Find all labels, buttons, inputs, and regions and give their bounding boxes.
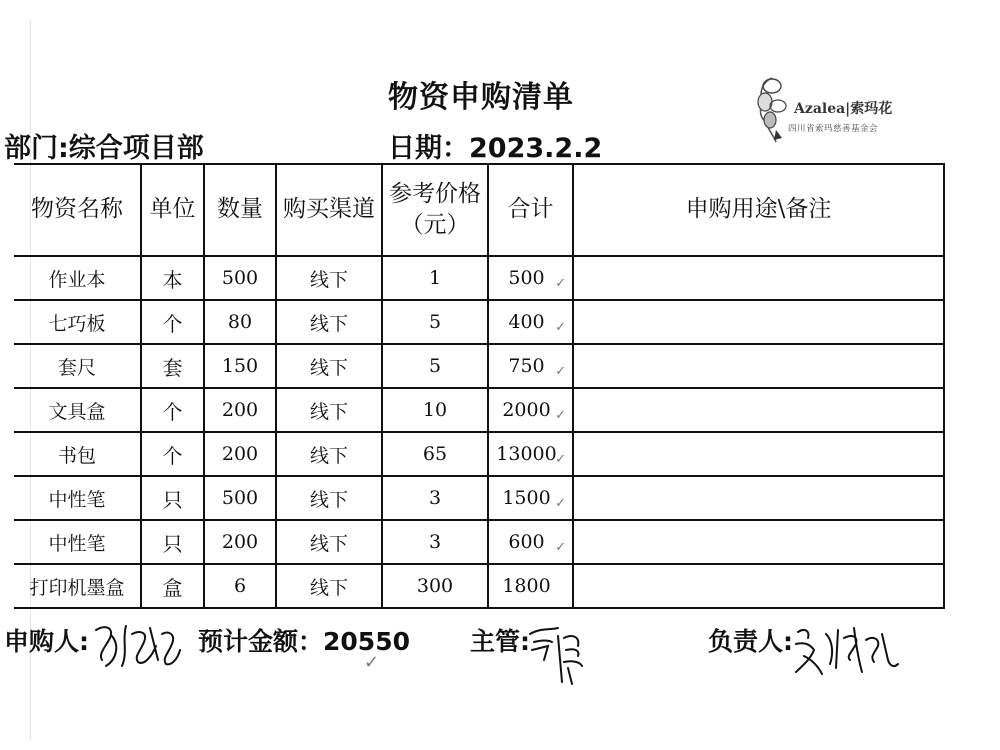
cell-quantity: 500 bbox=[204, 476, 276, 520]
manager-signature bbox=[792, 620, 902, 680]
applicant-label: 申购人: bbox=[4, 627, 89, 656]
check-mark-icon: ✓ bbox=[555, 452, 566, 467]
estimate-label-text: 预计金额： bbox=[198, 627, 324, 656]
supervisor-signature bbox=[528, 616, 588, 688]
logo-org-text: 四川省索玛慈善基金会 bbox=[788, 124, 879, 134]
cell-total bbox=[488, 344, 573, 388]
header-quantity: 数量 bbox=[204, 164, 276, 256]
table-row bbox=[14, 300, 944, 344]
check-mark-icon: ✓ bbox=[555, 364, 566, 379]
cell-note bbox=[573, 476, 944, 520]
check-mark-icon: ✓ bbox=[555, 408, 566, 423]
table-row bbox=[14, 256, 944, 300]
applicant-signature bbox=[92, 616, 182, 672]
cell-total bbox=[488, 520, 573, 564]
header-price-line1: 参考价格 bbox=[389, 180, 481, 207]
table-row bbox=[14, 432, 944, 476]
cell-unit: 个 bbox=[141, 388, 204, 432]
table-row bbox=[14, 520, 944, 564]
purchase-table bbox=[14, 163, 945, 609]
cell-price: 10 bbox=[382, 388, 488, 432]
foundation-logo bbox=[752, 72, 892, 152]
cell-quantity: 80 bbox=[204, 300, 276, 344]
cell-item-name: 文具盒 bbox=[14, 388, 141, 432]
cell-unit: 只 bbox=[141, 476, 204, 520]
cell-total bbox=[488, 476, 573, 520]
check-mark-icon: ✓ bbox=[555, 320, 566, 335]
cell-unit: 个 bbox=[141, 432, 204, 476]
cell-total bbox=[488, 300, 573, 344]
cell-quantity: 150 bbox=[204, 344, 276, 388]
cell-quantity: 200 bbox=[204, 432, 276, 476]
cell-unit: 只 bbox=[141, 520, 204, 564]
cell-item-name: 中性笔 bbox=[14, 520, 141, 564]
cell-unit: 本 bbox=[141, 256, 204, 300]
check-mark-icon: ✓ bbox=[555, 276, 566, 291]
cell-quantity: 200 bbox=[204, 388, 276, 432]
cell-total bbox=[488, 564, 573, 608]
cell-price: 65 bbox=[382, 432, 488, 476]
cell-note bbox=[573, 564, 944, 608]
cell-channel: 线下 bbox=[276, 388, 382, 432]
cell-unit: 个 bbox=[141, 300, 204, 344]
cell-channel: 线下 bbox=[276, 564, 382, 608]
cell-channel: 线下 bbox=[276, 344, 382, 388]
table-row bbox=[14, 344, 944, 388]
table-header-row bbox=[14, 164, 944, 256]
cell-channel: 线下 bbox=[276, 256, 382, 300]
check-mark-icon: ✓ bbox=[555, 496, 566, 511]
cell-price: 5 bbox=[382, 344, 488, 388]
cell-price: 3 bbox=[382, 520, 488, 564]
supervisor-label: 主管: bbox=[470, 627, 530, 656]
cell-price: 5 bbox=[382, 300, 488, 344]
header-unit: 单位 bbox=[141, 164, 204, 256]
logo-brand-text: Azalea|索玛花 bbox=[794, 101, 893, 117]
header-note: 申购用途\备注 bbox=[573, 164, 944, 256]
estimate-value: 20550 bbox=[323, 627, 410, 656]
cell-channel: 线下 bbox=[276, 432, 382, 476]
cell-total-value: 400 bbox=[508, 311, 545, 333]
cell-channel: 线下 bbox=[276, 300, 382, 344]
cell-note bbox=[573, 344, 944, 388]
cell-total bbox=[488, 432, 573, 476]
cell-price: 300 bbox=[382, 564, 488, 608]
header-item-name: 物资名称 bbox=[14, 164, 141, 256]
cell-total bbox=[488, 388, 573, 432]
cell-quantity: 200 bbox=[204, 520, 276, 564]
date-label: 日期：2023.2.2 bbox=[388, 133, 603, 164]
table-row bbox=[14, 476, 944, 520]
cell-total-value: 13000 bbox=[496, 443, 557, 465]
table-row bbox=[14, 564, 944, 608]
cell-note bbox=[573, 432, 944, 476]
cell-unit: 套 bbox=[141, 344, 204, 388]
cell-quantity: 6 bbox=[204, 564, 276, 608]
cell-item-name: 打印机墨盒 bbox=[14, 564, 141, 608]
cell-total-value: 1800 bbox=[502, 575, 551, 597]
cell-total-value: 2000 bbox=[502, 399, 551, 421]
cell-channel: 线下 bbox=[276, 476, 382, 520]
header-price bbox=[382, 164, 488, 256]
cell-item-name: 中性笔 bbox=[14, 476, 141, 520]
cell-quantity: 500 bbox=[204, 256, 276, 300]
cell-total-value: 1500 bbox=[502, 487, 551, 509]
cell-total-value: 600 bbox=[508, 531, 545, 553]
header-channel: 购买渠道 bbox=[276, 164, 382, 256]
cell-price: 1 bbox=[382, 256, 488, 300]
estimate-check-mark-icon: ✓ bbox=[364, 652, 380, 673]
cell-note bbox=[573, 520, 944, 564]
header-price-line2: （元） bbox=[400, 212, 470, 238]
cell-channel: 线下 bbox=[276, 520, 382, 564]
cell-item-name: 七巧板 bbox=[14, 300, 141, 344]
cell-note bbox=[573, 300, 944, 344]
cell-total-value: 750 bbox=[508, 355, 545, 377]
manager-label: 负责人: bbox=[708, 627, 793, 656]
cell-price: 3 bbox=[382, 476, 488, 520]
department-label: 部门:综合项目部 bbox=[4, 133, 204, 164]
cell-total-value: 500 bbox=[508, 267, 545, 289]
cell-unit: 盒 bbox=[141, 564, 204, 608]
table-row bbox=[14, 388, 944, 432]
cell-total bbox=[488, 256, 573, 300]
cell-item-name: 书包 bbox=[14, 432, 141, 476]
azalea-flower-icon bbox=[752, 72, 792, 144]
header-total: 合计 bbox=[488, 164, 573, 256]
cell-item-name: 套尺 bbox=[14, 344, 141, 388]
check-mark-icon: ✓ bbox=[555, 540, 566, 555]
document-title: 物资申购清单 bbox=[388, 80, 574, 115]
cell-note bbox=[573, 388, 944, 432]
cell-item-name: 作业本 bbox=[14, 256, 141, 300]
cell-note bbox=[573, 256, 944, 300]
